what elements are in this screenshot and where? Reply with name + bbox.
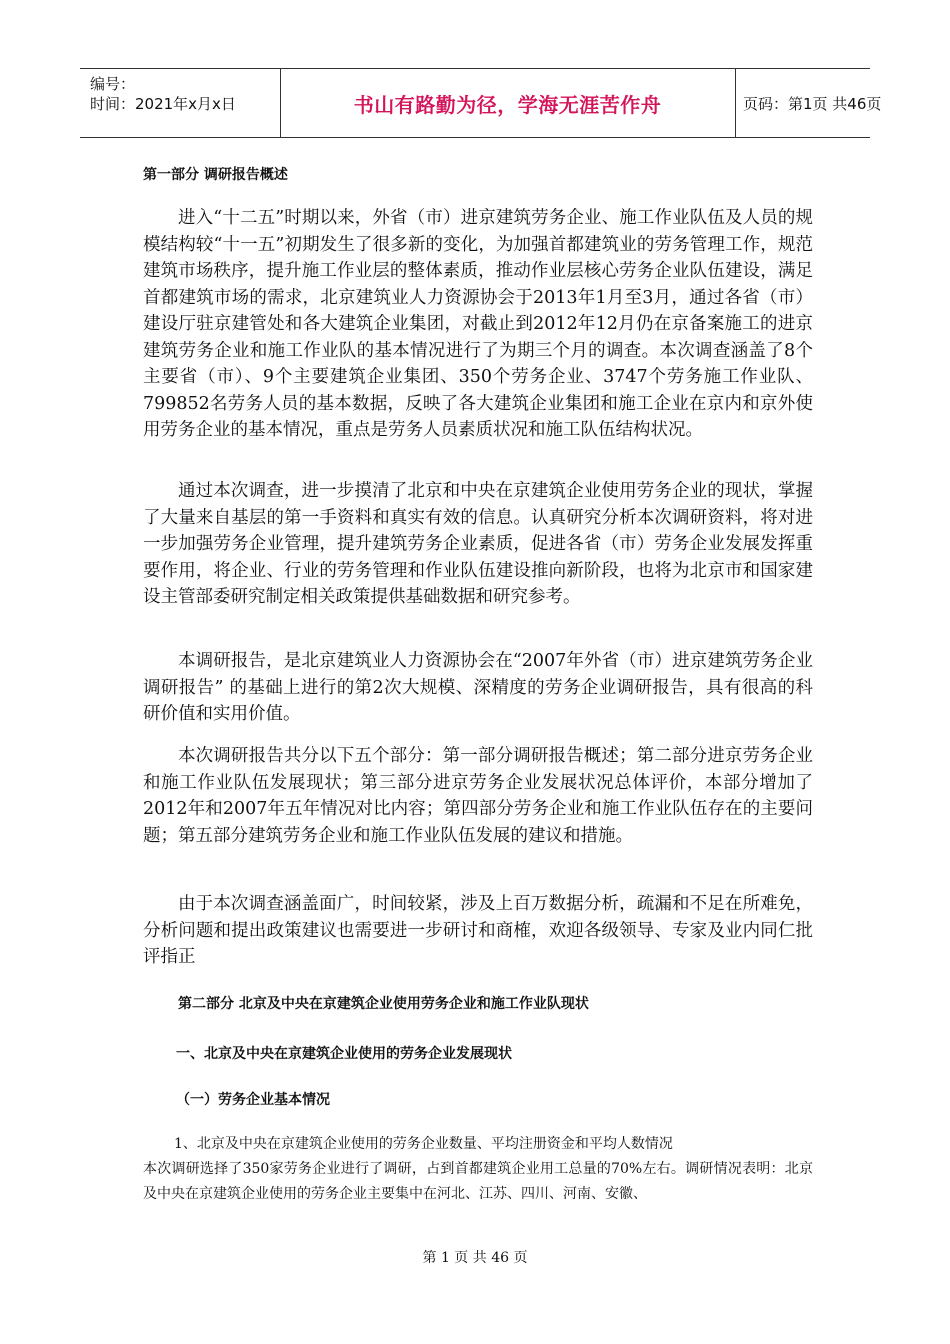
paragraph: 本调研报告，是北京建筑业人力资源协会在“2007年外省（市）进京建筑劳务企业调研报告” 的基础上进行的第2次大规模、深精度的劳务企业调研报告，具有很高的科研价值和实用价值。 (143, 651, 813, 724)
body-text: 本次调研选择了350家劳务企业进行了调研，占到首都建筑企业用工总量的70%左右。调研情况表明：北京及中央在京建筑企业使用的劳务企业主要集中在河北、江苏、四川、河南、安徽、 (143, 1161, 813, 1202)
header-page-cell (735, 69, 882, 137)
page-header (80, 68, 882, 138)
page-footer: 第 1 页 共 46 页 (422, 1250, 528, 1266)
paragraph: 通过本次调查，进一步摸清了北京和中央在京建筑企业使用劳务企业的现状，掌握了大量来自基层的第一手资料和真实有效的信息。认真研究分析本次调研资料，将对进一步加强劳务企业管理，提升建筑劳务企业素质，促进各省（市）劳务企业发展发挥重要作用，将企业、行业的劳务管理和作业队伍建设推向新阶段，也将为北京市和国家建设主管部委研究制定相关政策提供基础数据和研究参考。 (143, 481, 813, 607)
paragraph: 本次调研报告共分以下五个部分：第一部分调研报告概述；第二部分进京劳务企业和施工作业队伍发展现状；第三部分进京劳务企业发展状况总体评价，本部分增加了2012年和2007年五年情况对比内容；第四部分劳务企业和施工作业队伍存在的主要问题；第五部分建筑劳务企业和施工作业队伍发展的建议和措施。 (143, 746, 813, 846)
date-label: 时间：2021年x月x日 (90, 95, 236, 113)
item-text: 1、北京及中央在京建筑企业使用的劳务企业数量、平均注册资金和平均人数情况 (174, 1136, 673, 1152)
header-motto-cell (280, 69, 736, 137)
subheading: 一、北京及中央在京建筑企业使用的劳务企业发展现状 (176, 1046, 512, 1062)
paragraph: 由于本次调查涵盖面广，时间较紧，涉及上百万数据分析，疏漏和不足在所难免，分析问题和提出政策建议也需要进一步研讨和商榷，欢迎各级领导、专家及业内同仁批评指正 (143, 894, 813, 967)
code-label: 编号： (90, 75, 136, 93)
page-code: 页码：第1页 共46页 (743, 95, 882, 113)
section2-title: 第二部分 北京及中央在京建筑企业使用劳务企业和施工作业队现状 (178, 996, 589, 1012)
section1-title: 第一部分 调研报告概述 (143, 167, 288, 183)
subheading: （一）劳务企业基本情况 (176, 1092, 330, 1108)
header-info-cell (80, 69, 281, 137)
paragraph: 进入“十二五”时期以来，外省（市）进京建筑劳务企业、施工作业队伍及人员的规模结构较“十一五”初期发生了很多新的变化，为加强首都建筑业的劳务管理工作，规范建筑市场秩序，提升施工作业层的整体素质，推动作业层核心劳务企业队伍建设，满足首都建筑市场的需求，北京建筑业人力资源协会于2013年1月至3月，通过各省（市）建设厅驻京建管处和各大建筑企业集团，对截止到2012年12月仍在京备案施工的进京建筑劳务企业和施工作业队的基本情况进行了为期三个月的调查。本次调查涵盖了8个主要省（市）、9个主要建筑企业集团、350个劳务企业、3747个劳务施工作业队、799852名劳务人员的基本数据，反映了各大建筑企业集团和施工企业在京内和京外使用劳务企业的基本情况，重点是劳务人员素质状况和施工队伍结构状况。 (143, 208, 813, 440)
motto: 书山有路勤为径，学海无涯苦作舟 (353, 93, 662, 117)
